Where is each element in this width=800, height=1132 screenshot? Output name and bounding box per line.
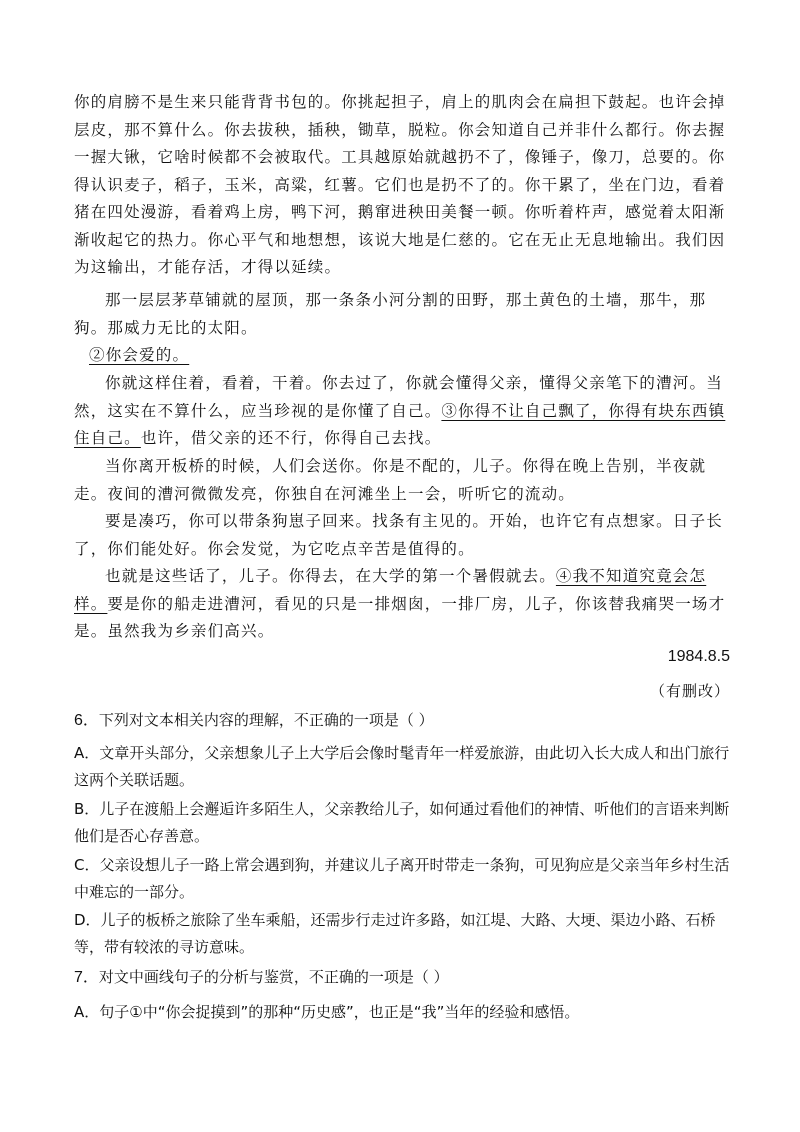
passage-paragraph-1: 你的肩膀不是生来只能背背书包的。你挑起担子，肩上的肌肉会在扁担下鼓起。也许会掉层皮，那不算什么。你去拔秧，插秧，锄草，脱粒。你会知道自己并非什么都行。你去握一握大锹，它啥时候都不会被取代。工具越原始就越扔不了，像锤子，像刀，总要的。你得认识麦子，稻子，玉米，高粱，红薯。它们也是扔不了的。你干累了，坐在门边，看着猪在四处漫游，看着鸡上房，鸭下河，鹅窜进秧田美餐一顿。你听着杵声，感觉着太阳渐渐收起它的热力。你心平气和地想想，该说大地是仁慈的。它在无止无息地输出。我们因为这输出，才能存活，才得以延续。 <box>74 93 726 276</box>
question-6-option-a: A．文章开头部分，父亲想象儿子上大学后会像时髦青年一样爱旅游，由此切入长大成人和出门旅行这两个关联话题。 <box>74 744 730 789</box>
question-7-stem: 7．对文中画线句子的分析与鉴赏，不正确的一项是（ ） <box>74 968 449 986</box>
passage-paragraph-7: 也就是这些话了，儿子。你得去，在大学的第一个暑假就去。④我不知道究竟会怎样。要是你的船走进漕河，看见的只是一排烟囱，一排厂房，儿子，你该替我痛哭一场才是。虽然我为乡亲们高兴。 <box>74 567 726 640</box>
passage-paragraph-4: 你就这样住着，看着，干着。你去过了，你就会懂得父亲，懂得父亲笔下的漕河。当然，这实在不算什么，应当珍视的是你懂了自己。③你得不让自己飘了，你得有块东西镇住自己。也许，借父亲的还不行，你得自己去找。 <box>74 374 726 447</box>
underlined-sentence-3: ③你得不让自己飘了，你得有块东西镇住自己。 <box>74 401 726 447</box>
passage-paragraph-2: 那一层层茅草铺就的屋顶，那一条条小河分割的田野，那土黄色的土墙，那牛，那狗。那威力无比的太阳。 <box>74 291 707 337</box>
question-6-option-d: D．儿子的板桥之旅除了坐车乘船，还需步行走过许多路，如江堤、大路、大埂、渠边小路、石桥等，带有较浓的寻访意味。 <box>74 911 716 956</box>
question-6-stem: 6．下列对文本相关内容的理解，不正确的一项是（ ） <box>74 711 434 729</box>
passage-date: 1984.8.5 <box>667 648 730 665</box>
question-6-option-c: C．父亲设想儿子一路上常会遇到狗，并建议儿子离开时带走一条狗，可见狗应是父亲当年乡村生活中难忘的一部分。 <box>74 856 730 901</box>
passage-paragraph-3 <box>74 342 734 370</box>
passage-paragraph-5: 当你离开板桥的时候，人们会送你。你是不配的，儿子。你得在晚上告别，半夜就走。夜间的漕河微微发亮，你独自在河滩坐上一会，听听它的流动。 <box>74 457 707 503</box>
passage-note: （有删改） <box>649 682 730 700</box>
underlined-sentence-2: ②你会爱的。 <box>89 346 190 364</box>
question-7-option-a: A．句子①中“你会捉摸到”的那种“历史感”，也正是“我”当年的经验和感悟。 <box>74 1003 580 1021</box>
underlined-sentence-4: ④我不知道究竟会怎样。 <box>74 567 707 613</box>
question-6-option-b: B．儿子在渡船上会邂逅许多陌生人，父亲教给儿子，如何通过看他们的神情、听他们的言语来判断他们是否心存善意。 <box>74 800 730 845</box>
passage-paragraph-6: 要是凑巧，你可以带条狗崽子回来。找条有主见的。开始，也许它有点想家。日子长了，你们能处好。你会发觉，为它吃点辛苦是值得的。 <box>74 512 723 558</box>
